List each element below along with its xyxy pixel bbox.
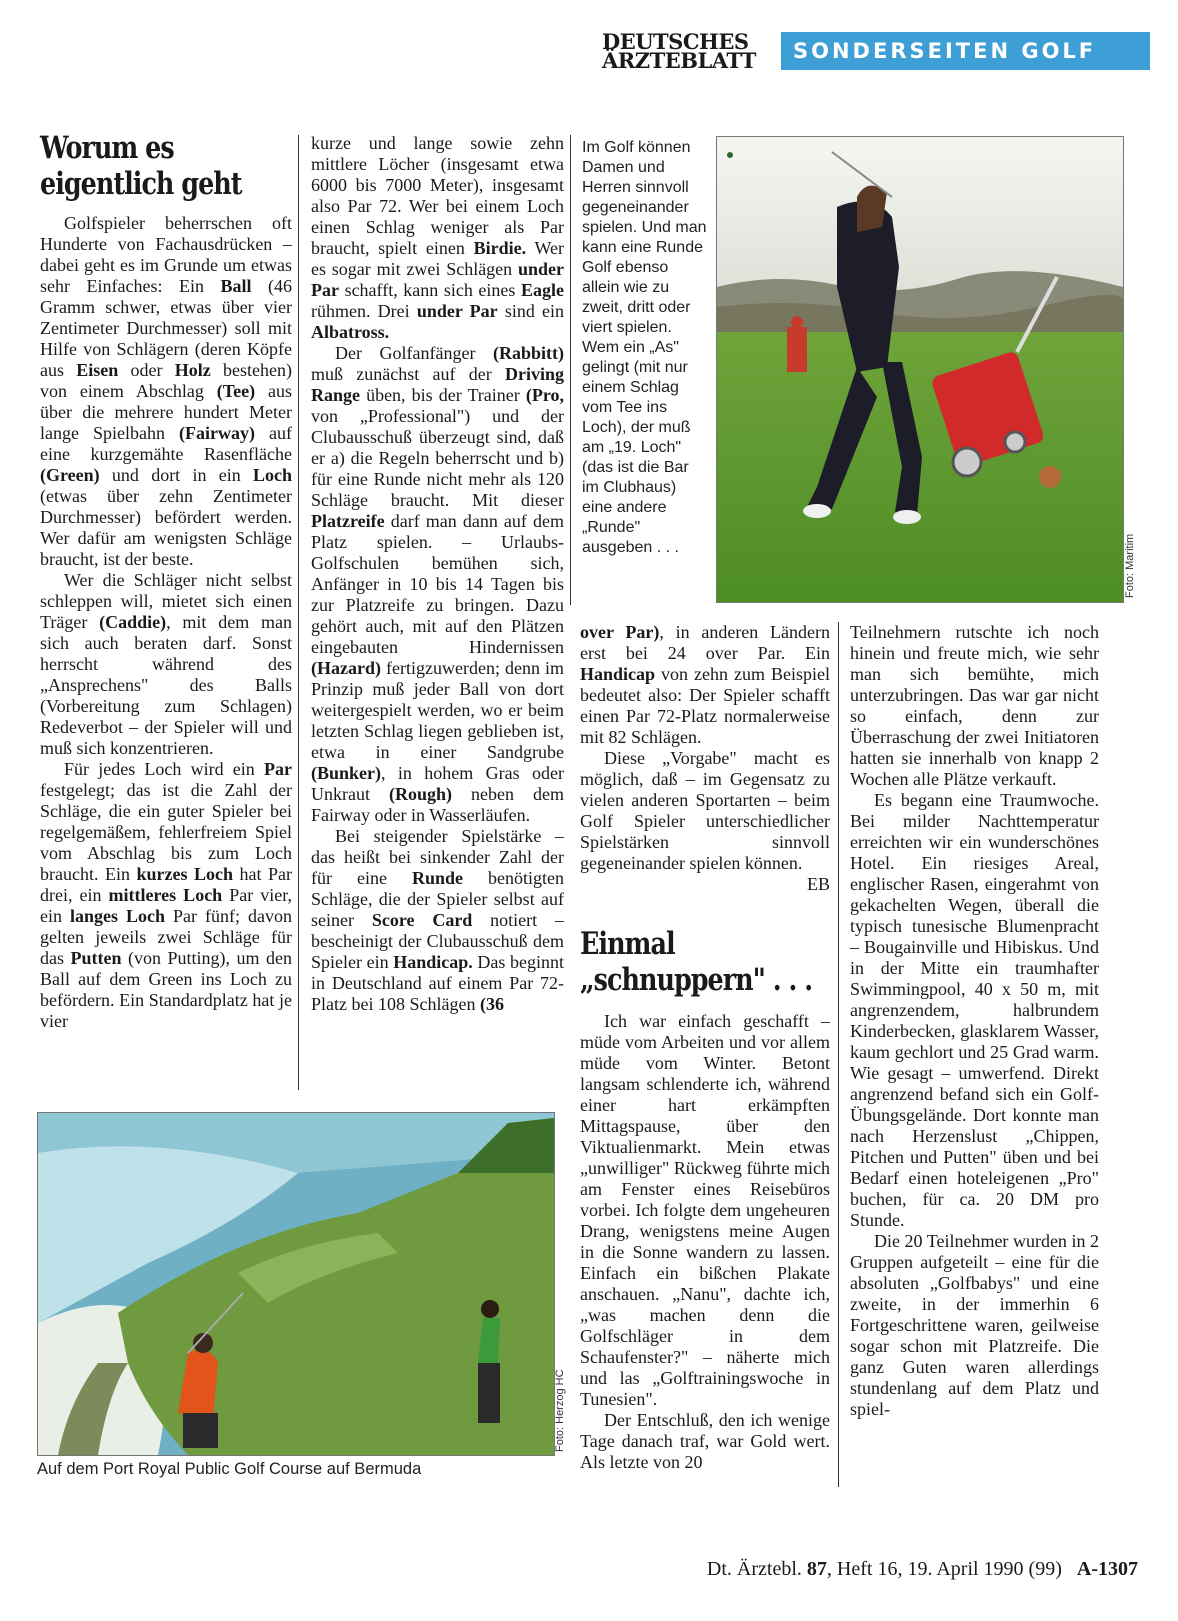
- section-label: SONDERSEITEN GOLF: [793, 39, 1097, 63]
- volume-number: 87: [806, 1558, 827, 1580]
- page-number: A-1307: [1076, 1558, 1138, 1580]
- photo-credit: Foto: Herzog HC: [554, 1369, 566, 1452]
- column-rule: [298, 135, 299, 1090]
- masthead-line2: ÄRZTEBLATT: [602, 48, 756, 73]
- headline-line1: Worum es: [40, 130, 174, 166]
- photo-caption: Im Golf können Damen und Herren sinnvoll gegeneinander spielen. Und man kann eine Runde Golf ebenso allein wie zu zweit, dritt oder viert spielen. Wem ein „As" gelingt (mit nur einem Schlag vom Tee ins Loch), der muß am „19. Loch" (das ist die Bar im Clubhaus) eine andere „Runde" ausgeben . . .: [582, 139, 707, 556]
- article-column-1: Golfspieler beherrschen oft Hunderte von Fachausdrücken – dabei geht es im Grunde um etwas sehr Einfaches: Ein Ball (46 Gramm schwer, etwas über vier Zentimeter Durchmesser) soll mit Hilfe von Schlägern (deren Köpfe aus Eisen oder Holz bestehen) von einem Abschlag (Tee) aus über die mehrere hundert Meter lange Spielbahn (Fairway) auf eine kurzgemähte Rasenfläche (Green) und dort in ein Loch (etwas über zehn Zentimeter Durchmesser) befördert werden. Wer dafür am wenigsten Schläge braucht, ist der beste. Wer die Schläger nicht selbst schleppen will, mietet sich einen Träger (Caddie), mit dem man sich auch beraten darf. Sonst herrscht während des „Ansprechens" des Balls (Vorbereitung zum Schlagen) Redeverbot – der Spieler will und muß sich konzentrieren. Für jedes Loch wird ein Par festgelegt; das ist die Zahl der Schläge, die ein guter Spieler bei regelgemäßem, fehlerfreiem Spiel vom Abschlag bis zum Loch braucht. Ein kurzes Loch hat Par drei, ein mittleres Loch Par vier, ein langes Loch Par fünf; davon gelten jeweils zwei Schläge für das Putten (von Putting), um den Ball auf dem Green ins Loch zu befördern. Ein Standardplatz hat je vier: [40, 213, 293, 1031]
- article-column-3: over Par), in anderen Ländern erst bei 24 over Par. Ein Handicap von zehn zum Beispiel bedeutet also: Der Spieler schafft einen Par 72-Platz normalerweise mit 82 Schlägen. Diese „Vorgabe" macht es möglich, daß – im Gegensatz zu vielen anderen Sportarten – beim Golf Spieler unterschiedlicher Spielstärken sinnvoll gegeneinander spielen können. EB: [580, 622, 830, 894]
- headline-line2: eigentlich geht: [40, 166, 242, 202]
- article2-column-1: Ich war einfach geschafft – müde vom Arbeiten und vor allem müde vom Winter. Betont langsam schlenderte ich, während einer hart erkämpften Mittagspause, über den Viktualienmarkt. Mein etwas „unwilliger" Rückweg führte mich am Fenster eines Reisebüros vorbei. Ich folgte dem ungeheuren Drang, wenigstens meine Augen in die Sonne wandern zu lassen. Einfach ein bißchen Plakate anschauen. „Nanu", dachte ich, „was machen denn die Golfschläger in dem Schaufenster?" – näherte mich und las „Golftrainingswoche in Tunesien". Der Entschluß, den ich wenige Tage danach traf, war Gold wert. Als letzte von 20: [580, 1011, 830, 1472]
- article2-headline: [580, 926, 812, 998]
- article-headline: [40, 130, 242, 202]
- author-signature: EB: [806, 874, 830, 894]
- photo-credit: Foto: Maritim: [1124, 533, 1136, 598]
- article-column-2: kurze und lange sowie zehn mittlere Löcher (insgesamt etwa 6000 bis 7000 Meter), insgesamt also Par 72. Wer bei einem Loch einen Schlag weniger als Par braucht, spielt einen Birdie. Wer es sogar mit zwei Schlägen under Par schafft, kann sich eines Eagle rühmen. Drei under Par sind ein Albatross. Der Golfanfänger (Rabbitt) muß zunächst auf der Driving Range üben, bis der Trainer (Pro, von „Professional") und der Clubausschuß überzeugt sind, daß er a) die Regeln beherrscht und b) für eine Runde nicht mehr als 120 Schläge braucht. Mit dieser Platzreife darf man dann auf dem Platz spielen. – Urlaubs-Golfschulen bemühen sich, Anfänger in 10 bis 14 Tagen bis zur Platzreife zu bringen. Dazu gehört auch, mit auf den Plätzen eingebauten Hindernissen (Hazard) fertigzuwerden; denn im Prinzip muß jeder Ball von dort weitergespielt werden, wo er beim letzten Schlag liegen geblieben ist, etwa in einer Sandgrube (Bunker), in hohem Gras oder Unkraut (Rough) neben dem Fairway oder in Wasserläufen. Bei steigender Spielstärke – das heißt bei sinkender Zahl der für eine Runde benötigten Schläge, die der Spieler selbst auf seiner Score Card notiert – bescheinigt der Clubausschuß dem Spieler ein Handicap. Das beginnt in Deutschland auf einem Par 72-Platz bei 108 Schlägen (36: [311, 133, 565, 1014]
- column-rule: [570, 135, 571, 605]
- golfer-illustration: [717, 137, 1123, 602]
- headline-line1: Einmal: [580, 926, 675, 962]
- journal-name: Dt. Ärztebl.: [706, 1558, 802, 1580]
- photo-caption: Auf dem Port Royal Public Golf Course auf Bermuda: [37, 1460, 422, 1478]
- page-footer: [707, 1558, 1138, 1581]
- masthead-line1: DEUTSCHES: [602, 29, 749, 54]
- golfer-photo: [716, 136, 1124, 603]
- bermuda-photo: [37, 1112, 555, 1456]
- column-rule: [838, 622, 839, 1487]
- issue-info: , Heft 16, 19. April 1990 (99): [826, 1558, 1062, 1580]
- section-banner: [781, 32, 1150, 70]
- bermuda-illustration: [38, 1113, 554, 1455]
- masthead: [602, 29, 774, 73]
- article2-column-2: Teilnehmern rutschte ich noch hinein und freute mich, wie sehr man sich bemühte, mich unterzubringen. Das war gar nicht so einfach, denn zur Überraschung der zwei Initiatoren hatten sie innerhalb von knapp 2 Wochen alle Plätze verkauft. Es begann eine Traumwoche. Bei milder Nachttemperatur erreichten wir ein wunderschönes Hotel. Ein riesiges Areal, englischer Rasen, eingerahmt von gekachelten Wegen, überall die typisch tunesische Blumenpracht – Bougainville und Hibiskus. Und in der Mitte ein traumhafter Swimmingpool, 40 x 50 m, mit angrenzendem, halbrundem Kinderbecken, glasklarem Wasser, kaum gechlort und 25 Grad warm. Wie gesagt – umwerfend. Direkt angrenzend befand sich ein Golf-Übungsgelände. Dort konnte man nach Herzenslust „Chippen, Pitchen und Putten" üben und bei Bedarf einen hoteleigenen „Pro" buchen, für ca. 20 DM pro Stunde. Die 20 Teilnehmer wurden in 2 Gruppen aufgeteilt – eine für die absoluten „Golfbabys" und eine zweite, in der immerhin 6 Fortgeschrittene waren, geilweise sogar schon mit Platzreife. Die ganz Guten waren allerdings stundenlang auf dem Platz und spiel-: [850, 622, 1099, 1419]
- headline-line2: „schnuppern" . . .: [580, 962, 813, 998]
